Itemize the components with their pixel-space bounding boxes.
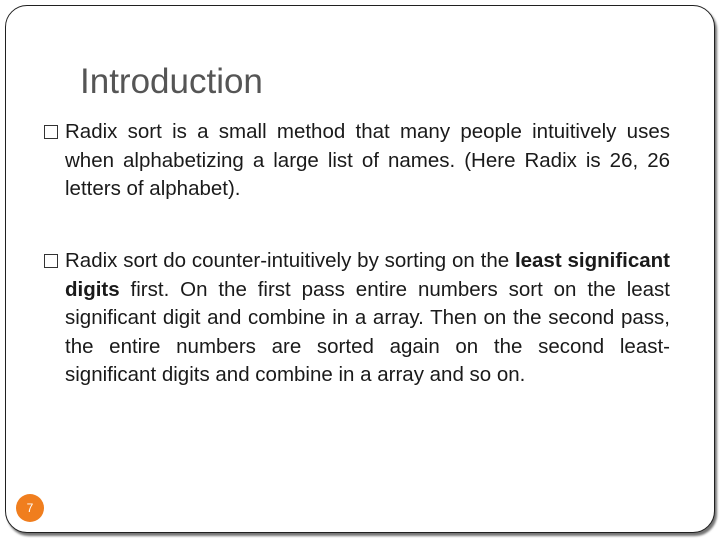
bullet-text: Radix sort is a small method that many people intuitively uses when alphabetizing a large list of names. (Here Radix is 26, 26 letters of alphabet). xyxy=(65,120,670,201)
slide-number-badge: 7 xyxy=(16,494,44,522)
slide-title: Introduction xyxy=(80,62,263,101)
bullet-text-start: Radix sort do counter-intuitively by sorting on the xyxy=(65,249,515,272)
checkbox-bullet-icon xyxy=(44,125,58,139)
bullet-bold-term: least significant digits xyxy=(65,249,670,301)
bullet-item-radix-definition xyxy=(65,118,670,204)
bullet-text-end: first. On the first pass entire numbers sort on the least significant digit and combine in a array. Then on the second pass, the entire numbers are sorted again on the second least-significant digits and combine in a array and so on. xyxy=(65,277,670,387)
bullet-item-radix-process xyxy=(65,247,670,390)
checkbox-bullet-icon xyxy=(44,254,58,268)
